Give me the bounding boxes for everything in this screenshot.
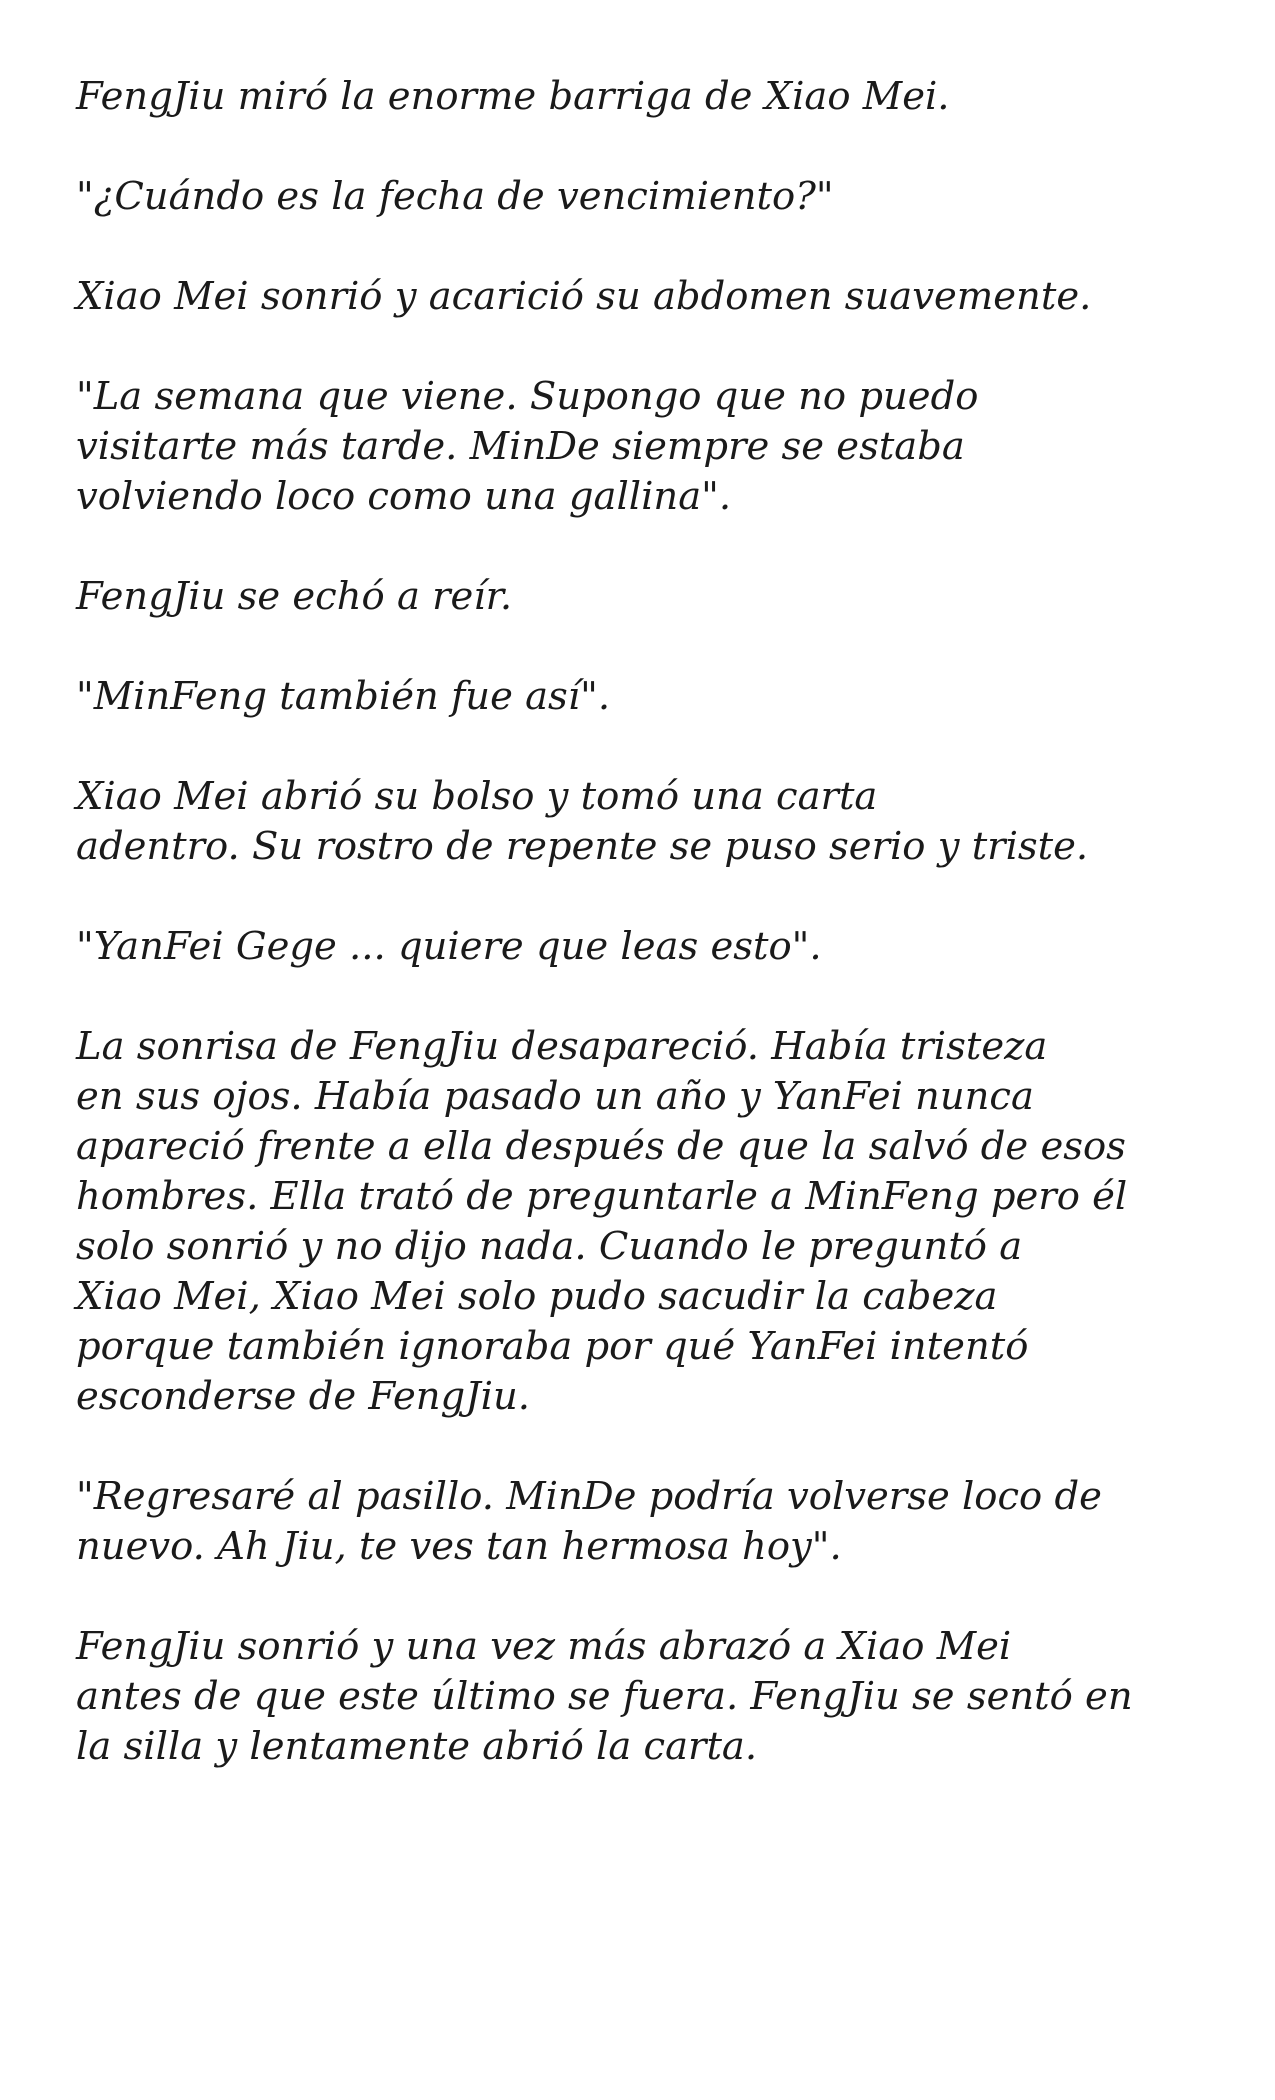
text-line: "YanFei Gege ... quiere que leas esto". <box>76 924 822 969</box>
text-line: volviendo loco como una gallina". <box>76 474 732 519</box>
text-line: "MinFeng también fue así". <box>76 674 611 719</box>
text-line: porque también ignoraba por qué YanFei intentó <box>76 1324 1029 1369</box>
text-line: "Regresaré al pasillo. MinDe podría volverse loco de <box>76 1474 1102 1519</box>
text-line: "¿Cuándo es la fecha de vencimiento?" <box>76 174 834 219</box>
text-line: adentro. Su rostro de repente se puso serio y triste. <box>76 824 1089 869</box>
text-line: "La semana que viene. Supongo que no puedo <box>76 374 979 419</box>
paragraph-5 <box>76 572 1236 622</box>
text-line: esconderse de FengJiu. <box>76 1374 530 1419</box>
document-page <box>76 72 1236 1822</box>
text-line: FengJiu se echó a reír. <box>76 574 513 619</box>
paragraph-9 <box>76 1022 1236 1422</box>
paragraph-2 <box>76 172 1236 222</box>
paragraph-8 <box>76 922 1236 972</box>
paragraph-11 <box>76 1622 1236 1772</box>
text-line: Xiao Mei sonrió y acarició su abdomen suavemente. <box>76 274 1092 319</box>
paragraph-1 <box>76 72 1236 122</box>
text-line: visitarte más tarde. MinDe siempre se estaba <box>76 424 965 469</box>
text-line: La sonrisa de FengJiu desapareció. Había tristeza <box>76 1024 1048 1069</box>
paragraph-3 <box>76 272 1236 322</box>
paragraph-6 <box>76 672 1236 722</box>
text-line: hombres. Ella trató de preguntarle a MinFeng pero él <box>76 1174 1128 1219</box>
text-line: FengJiu miró la enorme barriga de Xiao Mei. <box>76 74 950 119</box>
text-line: en sus ojos. Había pasado un año y YanFei nunca <box>76 1074 1034 1119</box>
paragraph-7 <box>76 772 1236 872</box>
text-line: antes de que este último se fuera. FengJiu se sentó en <box>76 1674 1133 1719</box>
text-line: nuevo. Ah Jiu, te ves tan hermosa hoy". <box>76 1524 842 1569</box>
paragraph-10 <box>76 1472 1236 1572</box>
text-line: apareció frente a ella después de que la salvó de esos <box>76 1124 1126 1169</box>
text-line: la silla y lentamente abrió la carta. <box>76 1724 758 1769</box>
text-line: Xiao Mei abrió su bolso y tomó una carta <box>76 774 878 819</box>
paragraph-4 <box>76 372 1236 522</box>
text-line: FengJiu sonrió y una vez más abrazó a Xiao Mei <box>76 1624 1012 1669</box>
text-line: solo sonrió y no dijo nada. Cuando le preguntó a <box>76 1224 1023 1269</box>
text-line: Xiao Mei, Xiao Mei solo pudo sacudir la cabeza <box>76 1274 998 1319</box>
